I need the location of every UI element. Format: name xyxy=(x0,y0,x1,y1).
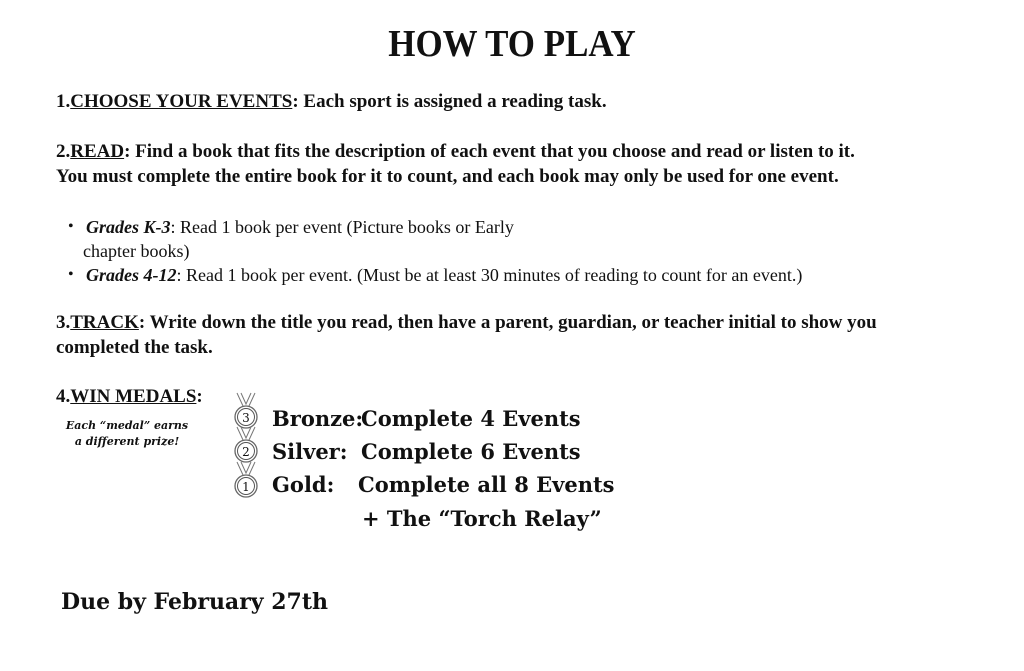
grades-item-k3 xyxy=(68,215,802,239)
grades-item-4-12 xyxy=(68,263,803,287)
medal-row-gold xyxy=(272,468,334,501)
step-win-medals xyxy=(56,384,203,409)
gold-medal-icon xyxy=(231,461,261,501)
medal-requirement-bronze: Complete 4 Events xyxy=(361,406,581,431)
grades-item-k3-continued: chapter books) xyxy=(83,241,190,261)
grades-text: : Read 1 book per event (Picture books or Early xyxy=(170,217,514,237)
step-read xyxy=(56,139,855,189)
step-read-line1 xyxy=(56,139,855,164)
svg-text:3: 3 xyxy=(242,411,250,425)
step-heading: WIN MEDALS xyxy=(70,386,197,407)
step-choose-events xyxy=(56,89,607,114)
step-track-line1 xyxy=(56,310,877,335)
medal-requirement-gold: Complete all 8 Events xyxy=(358,472,615,497)
step-text: : Find a book that fits the description of each event that you choose and read or listen to it. xyxy=(124,141,855,162)
gold-extra-requirement: + The “Torch Relay” xyxy=(362,506,602,531)
grades-label: Grades 4-12 xyxy=(86,265,177,285)
step-heading: TRACK xyxy=(70,312,139,333)
silver-medal-icon xyxy=(231,426,261,466)
medal-name: Gold: xyxy=(272,472,335,497)
grades-text: : Read 1 book per event. (Must be at least 30 minutes of reading to count for an event.) xyxy=(176,265,803,285)
step-number: 1. xyxy=(56,91,71,112)
due-date: Due by February 27th xyxy=(61,589,328,615)
svg-text:1: 1 xyxy=(242,480,250,494)
step-text: : xyxy=(196,386,203,407)
svg-text:2: 2 xyxy=(242,445,250,459)
step-heading: CHOOSE YOUR EVENTS xyxy=(70,91,293,112)
medal-row-silver xyxy=(272,435,348,468)
bullet-icon: • xyxy=(68,266,74,283)
page-title: HOW TO PLAY xyxy=(388,23,636,65)
grades-list xyxy=(68,215,803,287)
step-text: : Write down the title you read, then have a parent, guardian, or teacher initial to show you xyxy=(138,312,877,333)
step-track-line2: completed the task. xyxy=(56,337,213,358)
medal-row-bronze xyxy=(272,402,363,435)
grades-label: Grades K-3 xyxy=(86,217,171,237)
medal-note xyxy=(52,418,202,450)
step-number: 2. xyxy=(56,141,71,162)
medal-requirement-silver: Complete 6 Events xyxy=(361,439,581,464)
medal-note-line1: Each “medal” earns xyxy=(65,419,189,432)
step-number: 4. xyxy=(56,386,71,407)
step-number: 3. xyxy=(56,312,71,333)
bullet-icon: • xyxy=(68,218,74,235)
step-read-line2: You must complete the entire book for it to count, and each book may only be used for one event. xyxy=(56,166,839,187)
step-track xyxy=(56,310,877,360)
step-text: : Each sport is assigned a reading task. xyxy=(292,91,607,112)
medal-note-line2: a different prize! xyxy=(74,435,180,448)
medal-name: Silver: xyxy=(272,439,348,464)
medal-name: Bronze: xyxy=(272,406,364,431)
step-heading: READ xyxy=(70,141,125,162)
